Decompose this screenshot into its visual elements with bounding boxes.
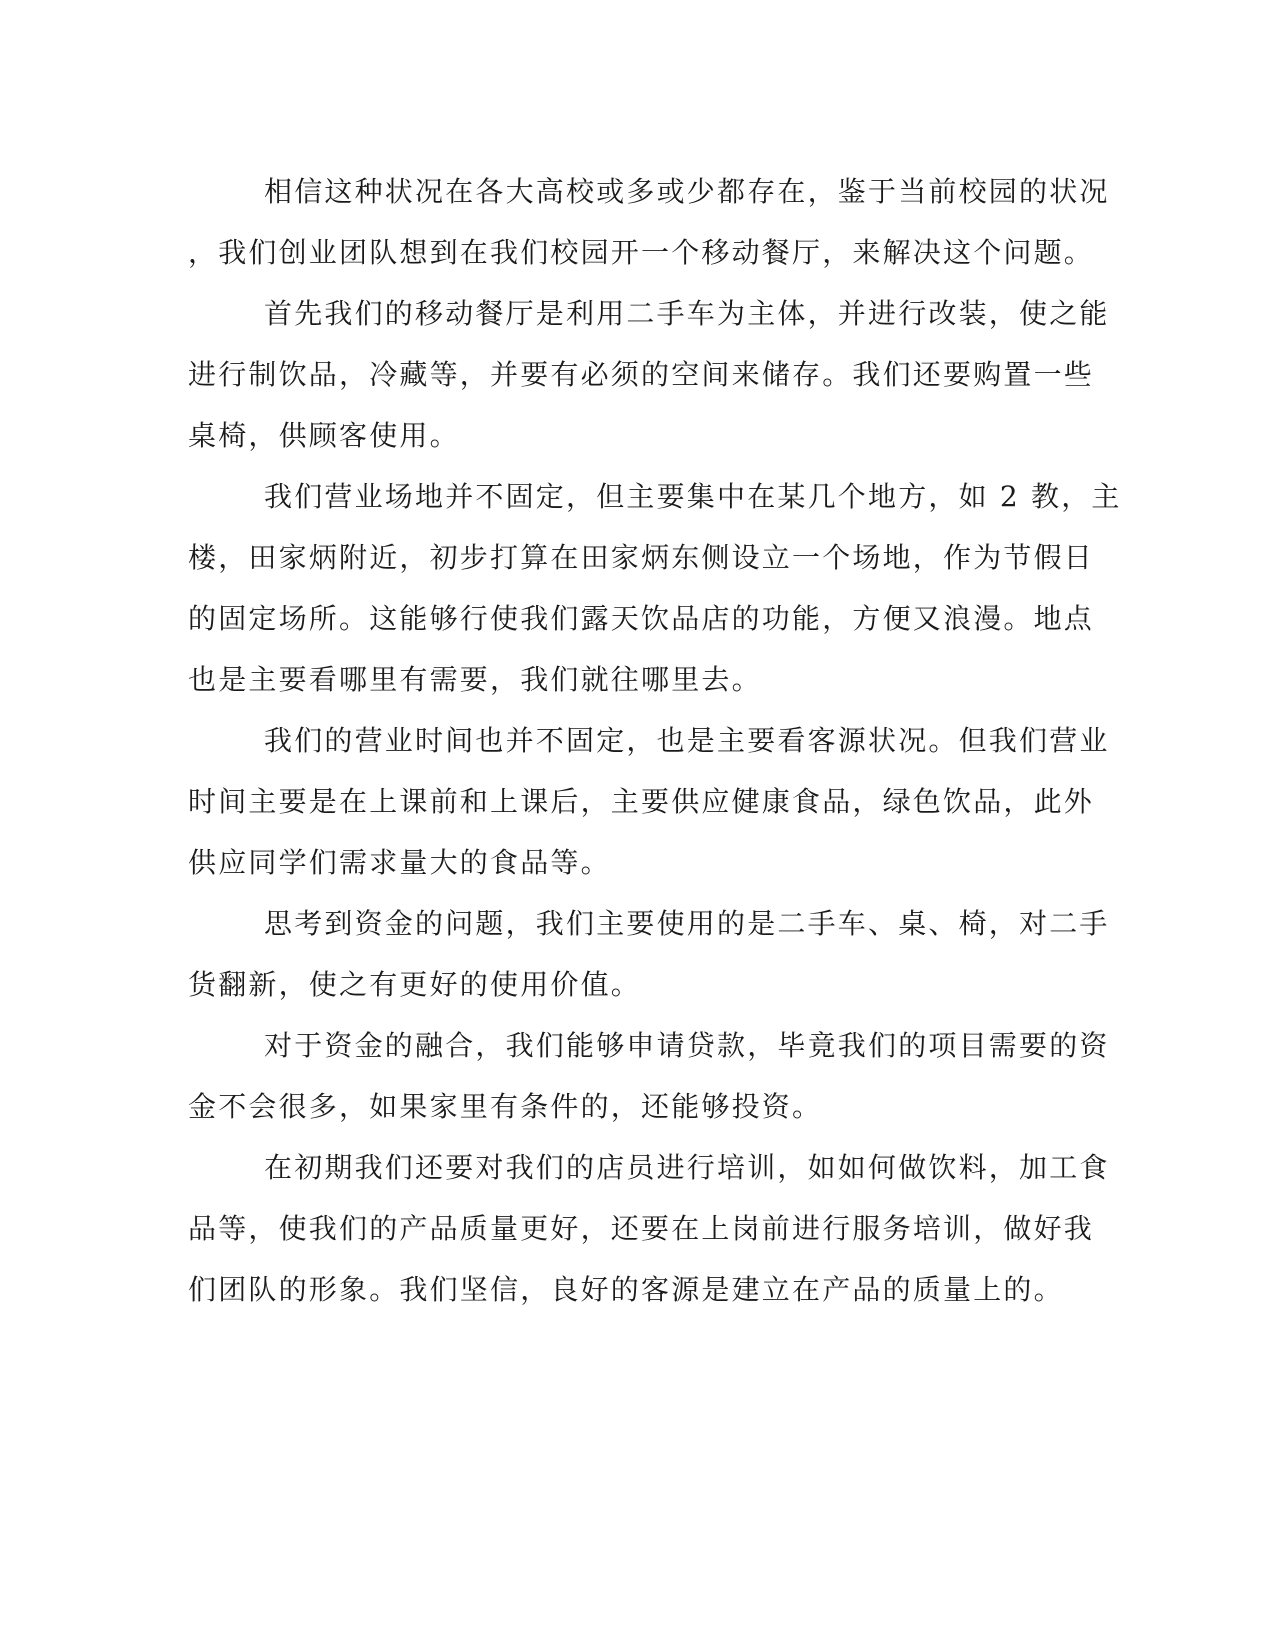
paragraph-5	[188, 893, 1110, 1015]
paragraph-3	[188, 466, 1122, 710]
paragraph-line: 供应同学们需求量大的食品等。	[188, 846, 611, 879]
paragraph-line: 首先我们的移动餐厅是利用二手车为主体，并进行改装，使之能	[264, 297, 1110, 330]
paragraph-4	[188, 710, 1110, 893]
document-body	[188, 161, 1122, 1320]
paragraph-line: 相信这种状况在各大高校或多或少都存在，鉴于当前校园的状况	[264, 175, 1110, 208]
paragraph-line: 楼，田家炳附近，初步打算在田家炳东侧设立一个场地，作为节假日	[188, 541, 1095, 574]
paragraph-line: 我们营业场地并不固定，但主要集中在某几个地方，如 2 教，主	[264, 480, 1122, 513]
paragraph-line: 思考到资金的问题，我们主要使用的是二手车、桌、椅，对二手	[264, 907, 1110, 940]
paragraph-line: 进行制饮品，冷藏等，并要有必须的空间来储存。我们还要购置一些	[188, 358, 1095, 391]
paragraph-line: 货翻新，使之有更好的使用价值。	[188, 968, 642, 1001]
paragraph-6	[188, 1015, 1110, 1137]
paragraph-line: 也是主要看哪里有需要，我们就往哪里去。	[188, 663, 762, 696]
paragraph-line: 的固定场所。这能够行使我们露天饮品店的功能，方便又浪漫。地点	[188, 602, 1095, 635]
paragraph-2	[188, 283, 1110, 466]
paragraph-1	[188, 161, 1110, 283]
paragraph-line: 桌椅，供顾客使用。	[188, 419, 460, 452]
paragraph-line: 品等，使我们的产品质量更好，还要在上岗前进行服务培训，做好我	[188, 1212, 1095, 1245]
paragraph-line: ，我们创业团队想到在我们校园开一个移动餐厅，来解决这个问题。	[188, 236, 1095, 269]
paragraph-line: 们团队的形象。我们坚信，良好的客源是建立在产品的质量上的。	[188, 1273, 1064, 1306]
paragraph-line: 对于资金的融合，我们能够申请贷款，毕竟我们的项目需要的资	[264, 1029, 1110, 1062]
paragraph-line: 时间主要是在上课前和上课后，主要供应健康食品，绿色饮品，此外	[188, 785, 1095, 818]
paragraph-line: 我们的营业时间也并不固定，也是主要看客源状况。但我们营业	[264, 724, 1110, 757]
paragraph-7	[188, 1137, 1110, 1320]
paragraph-line: 在初期我们还要对我们的店员进行培训，如如何做饮料，加工食	[264, 1151, 1110, 1184]
paragraph-line: 金不会很多，如果家里有条件的，还能够投资。	[188, 1090, 823, 1123]
